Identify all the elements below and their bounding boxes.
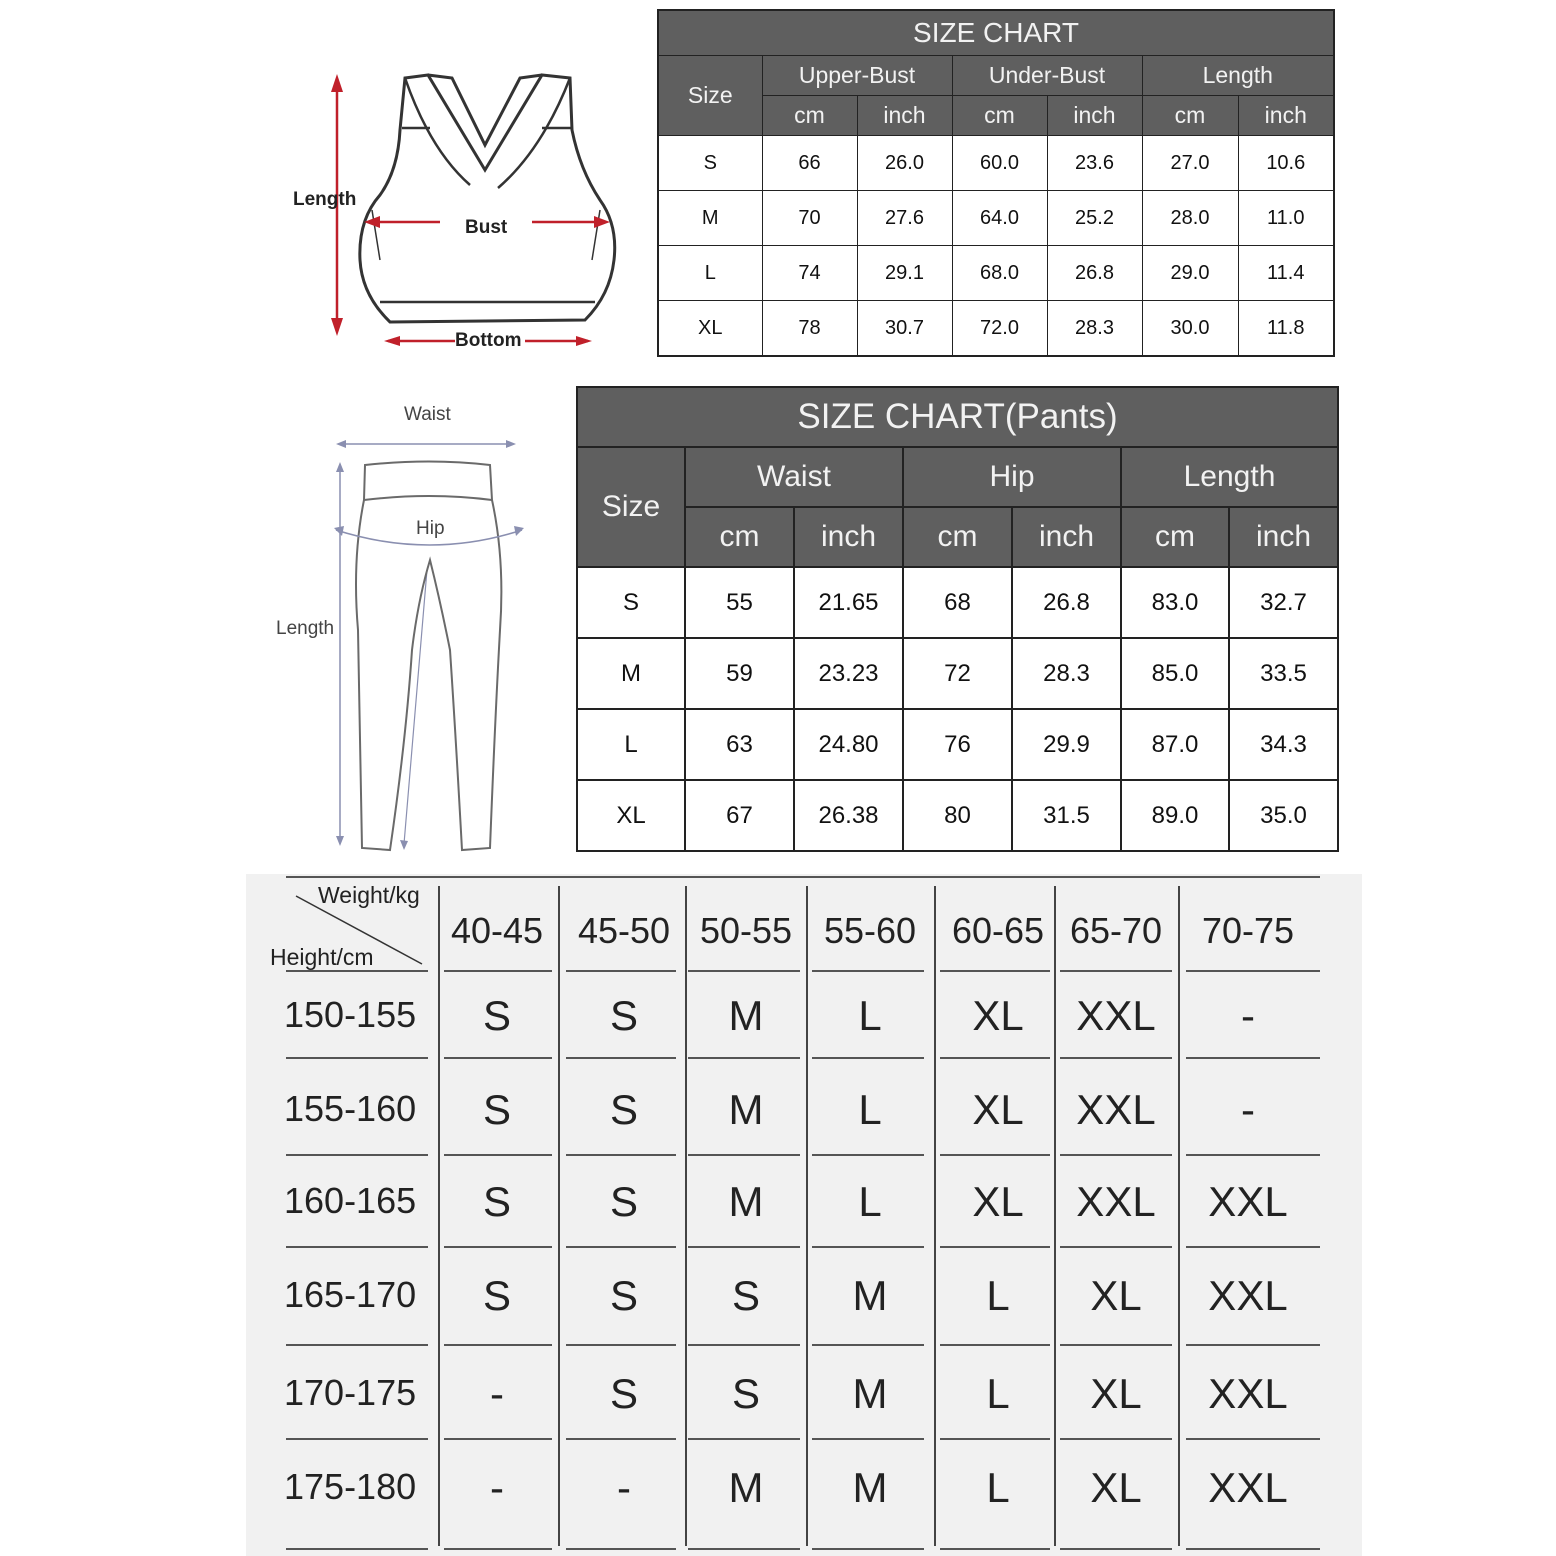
bra-size-cell: XL xyxy=(658,301,762,357)
recommended-size-cell: L xyxy=(858,1178,882,1225)
pants-size-cell: S xyxy=(577,567,685,638)
recommended-size-cell: S xyxy=(482,1178,512,1225)
grid-row-divider xyxy=(444,1438,552,1440)
grid-row-divider xyxy=(286,1246,428,1248)
bra-size-cell: S xyxy=(658,136,762,191)
recommended-size-cell: XXL xyxy=(1076,1086,1156,1133)
pants-value-cell: 32.7 xyxy=(1229,567,1338,638)
bra-value-cell: 11.4 xyxy=(1238,246,1334,301)
bra-length-label: Length xyxy=(293,189,357,210)
grid-row-divider xyxy=(566,1057,676,1059)
bra-value-cell: 29.1 xyxy=(857,246,952,301)
grid-row-divider xyxy=(566,970,676,972)
pants-value-cell: 33.5 xyxy=(1229,638,1338,709)
bra-chart-title: SIZE CHART xyxy=(658,10,1334,56)
bra-size-cell: M xyxy=(658,191,762,246)
recommended-size-cell: L xyxy=(986,1464,1010,1511)
recommended-size-cell: XL xyxy=(1090,1370,1142,1417)
bra-group-header: Length xyxy=(1142,56,1334,96)
bra-bust-label: Bust xyxy=(465,217,508,238)
bra-unit-header: cm xyxy=(952,96,1047,136)
pants-hip-label: Hip xyxy=(416,518,445,539)
grid-row-divider xyxy=(1186,1438,1320,1440)
recommended-size-cell: M xyxy=(852,1464,888,1511)
pants-group-header: Length xyxy=(1121,447,1338,507)
recommended-size-cell: M xyxy=(852,1272,888,1319)
recommended-size-cell: S xyxy=(609,992,639,1039)
grid-row-divider xyxy=(940,1154,1050,1156)
recommended-size-cell: S xyxy=(609,1086,639,1133)
grid-row-divider xyxy=(688,1438,800,1440)
bra-value-cell: 25.2 xyxy=(1047,191,1142,246)
grid-row-divider xyxy=(812,970,924,972)
bra-value-cell: 26.0 xyxy=(857,136,952,191)
bra-value-cell: 74 xyxy=(762,246,857,301)
grid-row-divider xyxy=(812,1438,924,1440)
height-range-label: 160-165 xyxy=(284,1180,417,1221)
pants-value-cell: 80 xyxy=(903,780,1012,851)
weight-range-header: 65-70 xyxy=(1069,910,1163,951)
grid-column-divider xyxy=(806,886,808,1546)
recommended-size-cell: M xyxy=(728,1464,764,1511)
bra-unit-header: inch xyxy=(1238,96,1334,136)
grid-row-divider xyxy=(812,1057,924,1059)
grid-column-divider xyxy=(1054,886,1056,1546)
grid-column-divider xyxy=(438,886,440,1546)
recommended-size-cell: S xyxy=(609,1272,639,1319)
bra-value-cell: 72.0 xyxy=(952,301,1047,357)
bra-value-cell: 30.7 xyxy=(857,301,952,357)
pants-unit-header: inch xyxy=(1012,507,1121,567)
bra-value-cell: 30.0 xyxy=(1142,301,1238,357)
recommended-size-cell: - xyxy=(617,1464,631,1511)
pants-value-cell: 26.38 xyxy=(794,780,903,851)
grid-row-divider xyxy=(566,1154,676,1156)
grid-row-divider xyxy=(286,1344,428,1346)
height-range-label: 165-170 xyxy=(284,1274,417,1315)
pants-value-cell: 26.8 xyxy=(1012,567,1121,638)
grid-row-divider xyxy=(1186,1154,1320,1156)
recommended-size-cell: XXL xyxy=(1208,1272,1288,1319)
recommended-size-cell: L xyxy=(986,1272,1010,1319)
grid-row-divider xyxy=(286,1548,428,1550)
pants-value-cell: 83.0 xyxy=(1121,567,1229,638)
pants-unit-header: cm xyxy=(903,507,1012,567)
recommended-size-cell: S xyxy=(482,1272,512,1319)
bra-value-cell: 11.8 xyxy=(1238,301,1334,357)
bra-group-header: Upper-Bust xyxy=(762,56,952,96)
height-range-label: 170-175 xyxy=(284,1372,417,1413)
pants-value-cell: 34.3 xyxy=(1229,709,1338,780)
pants-value-cell: 87.0 xyxy=(1121,709,1229,780)
pants-value-cell: 76 xyxy=(903,709,1012,780)
recommended-size-cell: XL xyxy=(972,992,1024,1039)
grid-column-divider xyxy=(685,886,687,1546)
recommended-size-cell: S xyxy=(609,1370,639,1417)
pants-unit-header: cm xyxy=(1121,507,1229,567)
bra-value-cell: 64.0 xyxy=(952,191,1047,246)
pants-value-cell: 59 xyxy=(685,638,794,709)
bra-group-header: Under-Bust xyxy=(952,56,1142,96)
recommended-size-cell: XXL xyxy=(1208,1370,1288,1417)
grid-row-divider xyxy=(812,1344,924,1346)
grid-row-divider xyxy=(1060,1548,1172,1550)
grid-row-divider xyxy=(812,1154,924,1156)
grid-row-divider xyxy=(566,1344,676,1346)
bra-size-cell: L xyxy=(658,246,762,301)
pants-unit-header: inch xyxy=(1229,507,1338,567)
pants-value-cell: 21.65 xyxy=(794,567,903,638)
recommended-size-cell: - xyxy=(490,1464,504,1511)
bra-bottom-label: Bottom xyxy=(455,330,522,351)
pants-value-cell: 28.3 xyxy=(1012,638,1121,709)
pants-size-cell: L xyxy=(577,709,685,780)
recommended-size-cell: S xyxy=(731,1370,761,1417)
weight-range-header: 45-50 xyxy=(577,910,671,951)
grid-row-divider xyxy=(1186,1548,1320,1550)
recommended-size-cell: - xyxy=(1241,992,1255,1039)
grid-column-divider xyxy=(558,886,560,1546)
pants-value-cell: 85.0 xyxy=(1121,638,1229,709)
grid-top-border xyxy=(286,876,1320,878)
pants-group-header: Waist xyxy=(685,447,903,507)
recommended-size-cell: XXL xyxy=(1208,1178,1288,1225)
grid-row-divider xyxy=(940,970,1050,972)
grid-row-divider xyxy=(566,1438,676,1440)
recommended-size-cell: - xyxy=(490,1370,504,1417)
height-range-label: 175-180 xyxy=(284,1466,417,1507)
bra-unit-header: inch xyxy=(857,96,952,136)
pants-chart-title: SIZE CHART(Pants) xyxy=(577,387,1338,447)
bra-value-cell: 10.6 xyxy=(1238,136,1334,191)
grid-row-divider xyxy=(688,1057,800,1059)
bra-value-cell: 78 xyxy=(762,301,857,357)
grid-row-divider xyxy=(1186,970,1320,972)
height-axis-label: Height/cm xyxy=(270,944,374,970)
bra-size-header: Size xyxy=(658,56,762,136)
grid-row-divider xyxy=(688,1548,800,1550)
height-range-label: 155-160 xyxy=(284,1088,417,1129)
grid-row-divider xyxy=(940,1344,1050,1346)
bra-value-cell: 70 xyxy=(762,191,857,246)
grid-row-divider xyxy=(1186,1246,1320,1248)
pants-unit-header: inch xyxy=(794,507,903,567)
bra-value-cell: 26.8 xyxy=(1047,246,1142,301)
recommended-size-cell: S xyxy=(609,1178,639,1225)
bra-value-cell: 28.3 xyxy=(1047,301,1142,357)
grid-row-divider xyxy=(688,1246,800,1248)
recommended-size-cell: S xyxy=(482,1086,512,1133)
recommended-size-cell: M xyxy=(728,1086,764,1133)
grid-row-divider xyxy=(1060,1344,1172,1346)
weight-range-header: 55-60 xyxy=(823,910,917,951)
grid-row-divider xyxy=(940,1057,1050,1059)
grid-row-divider xyxy=(1186,1057,1320,1059)
recommended-size-cell: XXL xyxy=(1076,992,1156,1039)
pants-value-cell: 29.9 xyxy=(1012,709,1121,780)
pants-unit-header: cm xyxy=(685,507,794,567)
grid-row-divider xyxy=(566,1548,676,1550)
recommended-size-cell: L xyxy=(986,1370,1010,1417)
grid-row-divider xyxy=(444,1548,552,1550)
pants-waist-label: Waist xyxy=(404,404,451,425)
pants-value-cell: 68 xyxy=(903,567,1012,638)
pants-group-header: Hip xyxy=(903,447,1121,507)
pants-value-cell: 35.0 xyxy=(1229,780,1338,851)
grid-row-divider xyxy=(812,1246,924,1248)
recommended-size-cell: XL xyxy=(972,1178,1024,1225)
grid-row-divider xyxy=(1060,1154,1172,1156)
height-range-label: 150-155 xyxy=(284,994,417,1035)
weight-range-header: 70-75 xyxy=(1201,910,1295,951)
bra-value-cell: 60.0 xyxy=(952,136,1047,191)
weight-range-header: 40-45 xyxy=(450,910,544,951)
bra-value-cell: 66 xyxy=(762,136,857,191)
bra-value-cell: 27.6 xyxy=(857,191,952,246)
bra-value-cell: 23.6 xyxy=(1047,136,1142,191)
grid-row-divider xyxy=(1186,1344,1320,1346)
recommended-size-cell: - xyxy=(1241,1086,1255,1133)
recommended-size-cell: XL xyxy=(1090,1272,1142,1319)
grid-row-divider xyxy=(688,1344,800,1346)
pants-value-cell: 23.23 xyxy=(794,638,903,709)
grid-row-divider xyxy=(286,1057,428,1059)
pants-size-cell: XL xyxy=(577,780,685,851)
grid-row-divider xyxy=(940,1438,1050,1440)
pants-value-cell: 31.5 xyxy=(1012,780,1121,851)
bra-value-cell: 27.0 xyxy=(1142,136,1238,191)
grid-row-divider xyxy=(444,970,552,972)
recommended-size-cell: M xyxy=(728,1178,764,1225)
bra-unit-header: cm xyxy=(1142,96,1238,136)
weight-range-header: 60-65 xyxy=(951,910,1045,951)
grid-row-divider xyxy=(1060,1057,1172,1059)
bra-value-cell: 11.0 xyxy=(1238,191,1334,246)
grid-column-divider xyxy=(1178,886,1180,1546)
grid-row-divider xyxy=(566,1246,676,1248)
pants-size-cell: M xyxy=(577,638,685,709)
pants-value-cell: 63 xyxy=(685,709,794,780)
weight-axis-label: Weight/kg xyxy=(318,882,420,908)
recommended-size-cell: XXL xyxy=(1208,1464,1288,1511)
weight-range-header: 50-55 xyxy=(699,910,793,951)
grid-row-divider xyxy=(688,1154,800,1156)
grid-row-divider xyxy=(940,1548,1050,1550)
grid-row-divider xyxy=(688,970,800,972)
grid-row-divider xyxy=(1060,970,1172,972)
recommended-size-cell: M xyxy=(852,1370,888,1417)
recommended-size-cell: M xyxy=(728,992,764,1039)
grid-row-divider xyxy=(940,1246,1050,1248)
grid-row-divider xyxy=(286,1438,428,1440)
pants-value-cell: 24.80 xyxy=(794,709,903,780)
grid-column-divider xyxy=(934,886,936,1546)
bra-unit-header: inch xyxy=(1047,96,1142,136)
pants-value-cell: 55 xyxy=(685,567,794,638)
pants-value-cell: 72 xyxy=(903,638,1012,709)
bra-value-cell: 28.0 xyxy=(1142,191,1238,246)
pants-size-header: Size xyxy=(577,447,685,567)
recommended-size-cell: XL xyxy=(1090,1464,1142,1511)
pants-value-cell: 67 xyxy=(685,780,794,851)
recommended-size-cell: XL xyxy=(972,1086,1024,1133)
grid-row-divider xyxy=(1060,1438,1172,1440)
bra-value-cell: 68.0 xyxy=(952,246,1047,301)
grid-row-divider xyxy=(1060,1246,1172,1248)
recommended-size-cell: L xyxy=(858,992,882,1039)
pants-value-cell: 89.0 xyxy=(1121,780,1229,851)
grid-row-divider xyxy=(444,1344,552,1346)
bra-value-cell: 29.0 xyxy=(1142,246,1238,301)
recommended-size-cell: L xyxy=(858,1086,882,1133)
grid-row-divider xyxy=(444,1057,552,1059)
grid-row-divider xyxy=(812,1548,924,1550)
pants-length-label: Length xyxy=(276,618,335,639)
grid-row-divider xyxy=(444,1154,552,1156)
recommended-size-cell: S xyxy=(731,1272,761,1319)
bra-unit-header: cm xyxy=(762,96,857,136)
recommended-size-cell: S xyxy=(482,992,512,1039)
recommended-size-cell: XXL xyxy=(1076,1178,1156,1225)
grid-row-divider xyxy=(444,1246,552,1248)
grid-row-divider xyxy=(286,1154,428,1156)
